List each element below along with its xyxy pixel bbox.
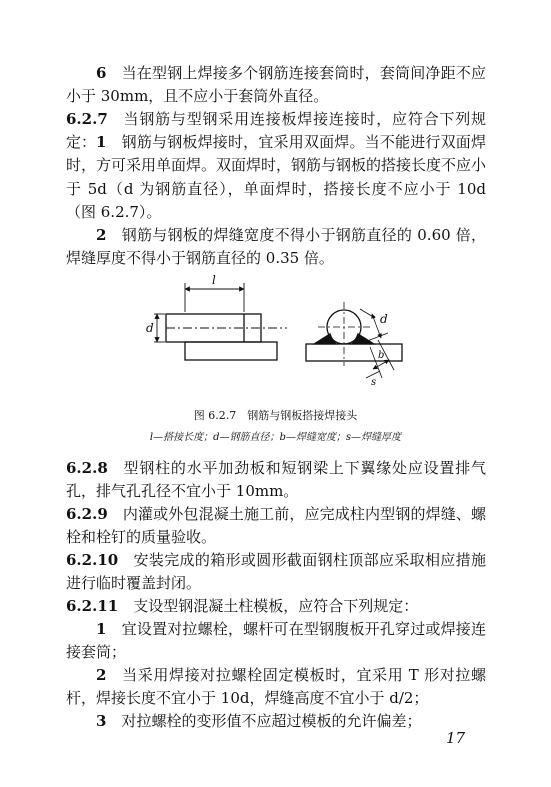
item-text: 对拉螺栓的变形值不应超过模板的允许偏差； [121,712,422,730]
lap-weld-side-view [154,283,287,360]
label-d-left: d [146,321,154,335]
clause-text: 支设型钢混凝土柱模板，应符合下列规定： [133,597,419,615]
clause-number: 6.2.7 [66,110,108,128]
figure-caption: 图 6.2.7 钢筋与钢板搭接焊接头 [193,409,358,422]
weld-fillet-left [314,334,336,344]
clause-number: 6.2.8 [66,459,108,477]
item-text: 钢筋与钢板焊接时，宜采用双面焊。当不能进行双面焊时，方可采用单面焊。双面焊时，钢筋与钢板的搭接长度不应小于 5d（d 为钢筋直径），单面焊时，搭接长度不应小于 10d（图 6.2.7）。 [66,133,487,222]
item-text: 宜设置对拉螺栓，螺杆可在型钢腹板开孔穿过或焊接连接套筒； [66,620,486,662]
item-number: 1 [96,620,107,638]
item-text: 当在型钢上焊接多个钢筋连接套筒时，套筒间净距不应小于 30mm，且不应小于套筒外直径。 [66,64,486,106]
figure-legend: l—搭接长度；d—钢筋直径；b—焊缝宽度；s—焊缝厚度 [149,432,402,443]
item-text: 钢筋与钢板的焊缝宽度不得小于钢筋直径的 0.60 倍，焊缝厚度不得小于钢筋直径的 0.35 倍。 [66,226,486,268]
item-number: 2 [96,226,107,244]
label-b: b [378,350,385,361]
clause-6-2-10 [66,549,486,596]
clause-number: 6.2.11 [66,597,119,615]
label-s: s [371,377,377,388]
clause-6-2-11-item-2 [66,664,486,711]
clause-6-2-11-item-3 [66,710,486,733]
item-number: 1 [96,133,107,151]
clause-number: 6.2.9 [66,505,108,523]
clause-6-2-11 [66,595,486,618]
clause-text: 型钢柱的水平加劲板和短钢梁上下翼缘处应设置排气孔，排气孔孔径不宜小于 10mm。 [66,459,486,501]
item-number: 2 [96,666,107,684]
label-l: l [212,273,216,287]
clause-6-2-9 [66,503,486,550]
clause-6-2-8 [66,457,486,504]
label-d-right: d [380,312,388,326]
item-number: 6 [96,64,107,82]
clause-text: 内灌或外包混凝土施工前，应完成柱内型钢的焊缝、螺栓和栓钉的质量验收。 [66,505,486,547]
clause-text: 当钢筋与型钢采用连接板焊接连接时，应符合下列规定： [66,110,486,152]
item-number: 3 [96,712,107,730]
item-text: 当采用焊接对拉螺栓固定模板时，宜采用 T 形对拉螺杆，焊接长度不宜小于 10d，焊缝高度不宜小于 d/2； [66,666,486,708]
steel-plate [185,342,277,360]
clause-text: 安装完成的箱形或圆形截面钢柱顶部应采取相应措施进行临时覆盖封闭。 [66,551,486,593]
clause-6-2-11-item-1 [66,618,486,665]
clause-number: 6.2.10 [66,551,119,569]
page-number: 17 [446,729,466,747]
